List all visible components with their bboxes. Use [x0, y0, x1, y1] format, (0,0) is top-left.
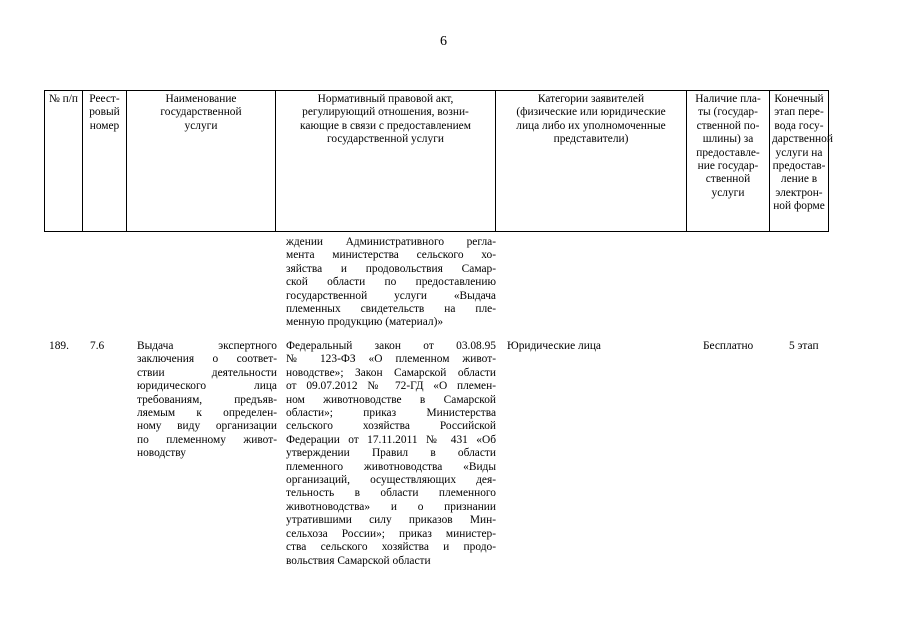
- header-line: ровый: [89, 106, 120, 119]
- header-line: вода госу-: [774, 119, 824, 132]
- text-line: Выдача экспертного: [137, 340, 277, 352]
- header-line: государственной: [160, 106, 242, 119]
- page-number: 6: [440, 34, 447, 49]
- continuation-text: [286, 236, 496, 330]
- text-line: мента министерства сельского хо-: [286, 249, 496, 262]
- text-line: животноводства» и о признании: [286, 500, 496, 513]
- text-line: сельхоза России»; приказ министер-: [286, 527, 496, 540]
- text-line: тельность в области племенного: [286, 487, 496, 500]
- header-line: услуги на: [775, 146, 823, 159]
- header-line: ственной: [705, 173, 751, 186]
- header-line: ственной по-: [696, 119, 760, 132]
- text-line: ном животноводстве в Самарской: [286, 393, 496, 406]
- text-line: новодству: [137, 447, 186, 460]
- header-line: Реест-: [89, 93, 120, 105]
- text-line: № 123-ФЗ «О племенном живот-: [286, 353, 496, 366]
- text-line: сельского хозяйства Российской: [286, 420, 496, 433]
- text-line: новодстве»; Закон Самарской области: [286, 366, 496, 379]
- header-line: этап пере-: [774, 106, 824, 119]
- header-line: услуги: [711, 186, 745, 199]
- header-line: предостав-: [772, 160, 826, 173]
- header-line: кающие в связи с предоставлением: [300, 119, 471, 132]
- header-line: электрон-: [775, 186, 823, 199]
- header-applicant-categories: [496, 91, 687, 232]
- row-electronic-stage: 5 этап: [789, 340, 819, 352]
- row-applicant-category: Юридические лица: [507, 340, 601, 352]
- header-line: предоставле-: [696, 146, 760, 159]
- text-line: ждении Административного регла-: [286, 236, 496, 248]
- row-legal-act: [286, 340, 496, 568]
- text-line: менную продукцию (материал)»: [286, 316, 444, 329]
- header-line: лица либо их уполномоченные: [516, 119, 666, 132]
- text-line: юридического лица: [137, 380, 277, 393]
- text-line: ному виду организации: [137, 420, 277, 433]
- text-line: зяйства и продовольствия Самар-: [286, 262, 496, 275]
- text-line: племенного животноводства «Виды: [286, 460, 496, 473]
- text-line: государственной услуги «Выдача: [286, 289, 496, 302]
- text-line: организаций, осуществляющих дея-: [286, 474, 496, 487]
- text-line: Федерации от 17.11.2011 № 431 «Об: [286, 433, 496, 446]
- header-line: Нормативный правовой акт,: [317, 93, 454, 105]
- row-service-name: [137, 340, 277, 461]
- header-line: регулирующий отношения, возни-: [302, 106, 469, 119]
- header-line: шлины) за: [702, 133, 754, 146]
- header-line: Наличие пла-: [695, 93, 761, 105]
- text-line: ствии деятельности: [137, 366, 277, 379]
- table-header: [44, 90, 833, 232]
- text-line: Федеральный закон от 03.08.95: [286, 340, 496, 352]
- header-line: ление в: [780, 173, 818, 186]
- text-line: утверждении Правил в области: [286, 447, 496, 460]
- text-line: племенных свидетельств на пле-: [286, 303, 496, 316]
- text-line: от 09.07.2012 № 72-ГД «О племен-: [286, 380, 496, 393]
- header-line: № п/п: [48, 93, 79, 105]
- text-line: области»; приказ Министерства: [286, 407, 496, 420]
- text-line: ляемым к определен-: [137, 407, 277, 420]
- header-line: услуги: [184, 119, 218, 132]
- text-line: ства сельского хозяйства и продо-: [286, 541, 496, 554]
- header-line: государственной услуги: [327, 133, 444, 146]
- header-fee: [687, 91, 770, 232]
- header-line: ты (государ-: [698, 106, 758, 119]
- header-electronic-stage: [770, 91, 833, 232]
- text-line: утратившими силу приказов Мин-: [286, 514, 496, 527]
- header-line: представители): [553, 133, 629, 146]
- header-number: [45, 91, 83, 232]
- header-registry: [83, 91, 127, 232]
- text-line: ской области по предоставлению: [286, 276, 496, 289]
- text-line: по племенному живот-: [137, 433, 277, 446]
- text-line: вольствия Самарской области: [286, 554, 431, 567]
- header-line: (физические или юридические: [516, 106, 666, 119]
- header-line: Наименование: [165, 93, 237, 105]
- row-fee: Бесплатно: [703, 340, 754, 352]
- header-line: номер: [89, 119, 120, 132]
- header-line: ние государ-: [697, 160, 759, 173]
- row-number: 189.: [49, 340, 69, 352]
- header-line: дарственной: [772, 133, 833, 146]
- header-line: Конечный: [774, 93, 824, 105]
- header-legal-act: [276, 91, 496, 232]
- text-line: требованиям, предъяв-: [137, 393, 277, 406]
- header-line: ной форме: [773, 200, 825, 213]
- text-line: заключения о соответ-: [137, 353, 277, 366]
- header-line: Категории заявителей: [537, 93, 645, 105]
- header-service-name: [127, 91, 276, 232]
- row-registry-number: 7.6: [90, 340, 105, 352]
